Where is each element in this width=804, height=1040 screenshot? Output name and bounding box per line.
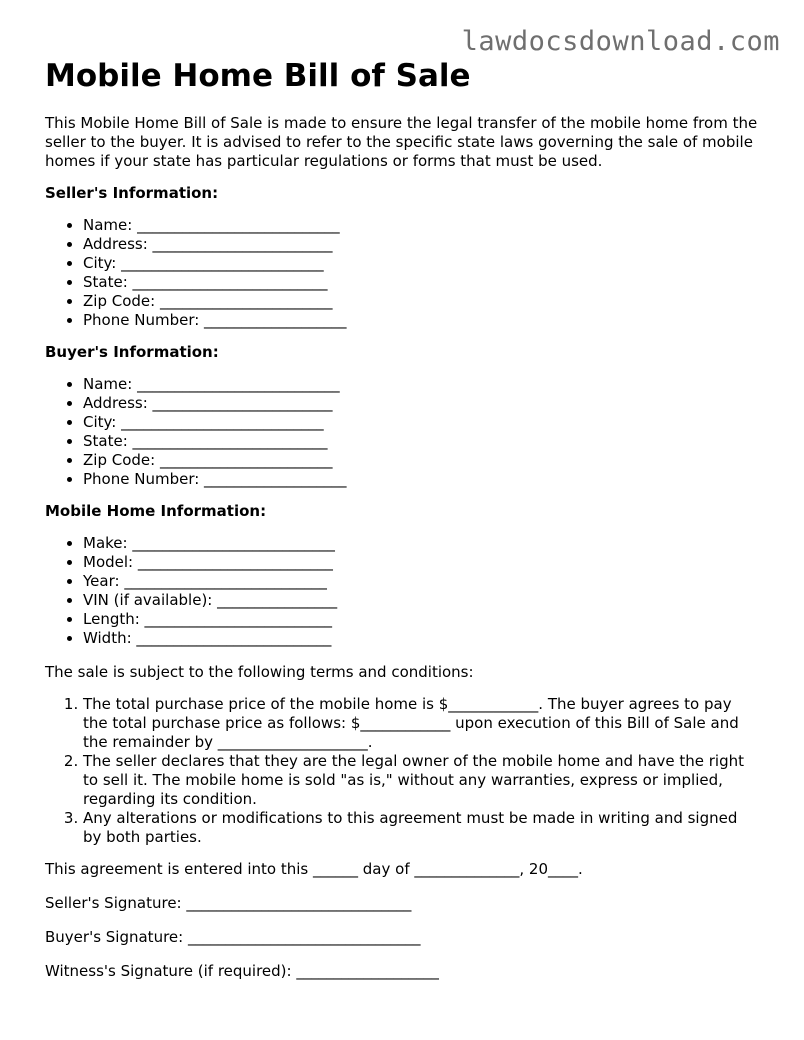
home-model-field: • Model: __________________________ — [83, 553, 760, 572]
buyer-city-field: • City: ___________________________ — [83, 413, 760, 432]
buyer-name-field: • Name: ___________________________ — [83, 375, 760, 394]
seller-info-list — [45, 216, 760, 330]
intro-paragraph: This Mobile Home Bill of Sale is made to ensure the legal transfer of the mobile home from the seller to the buyer. It is advised to refer to the specific state laws governing the sale of mobile homes if your state has particular regulations or forms that must be used. — [45, 114, 758, 170]
term-ownership: 2. The seller declares that they are the legal owner of the mobile home and have the right to sell it. The mobile home is sold "as is," without any warranties, express or implied, regarding its condition. — [83, 752, 760, 809]
home-year-field: • Year: ___________________________ — [83, 572, 760, 591]
home-info-list — [45, 534, 760, 648]
term-modifications: 3. Any alterations or modifications to this agreement must be made in writing and signed by both parties. — [83, 809, 760, 847]
seller-address-field: • Address: ________________________ — [83, 235, 760, 254]
home-make-field: • Make: ___________________________ — [83, 534, 760, 553]
home-width-field: • Width: __________________________ — [83, 629, 760, 648]
seller-state-field: • State: __________________________ — [83, 273, 760, 292]
document-title: Mobile Home Bill of Sale — [45, 58, 471, 94]
seller-city-field: • City: ___________________________ — [83, 254, 760, 273]
buyer-address-field: • Address: ________________________ — [83, 394, 760, 413]
seller-name-field: • Name: ___________________________ — [83, 216, 760, 235]
home-heading: Mobile Home Information: — [45, 502, 267, 520]
buyer-state-field: • State: __________________________ — [83, 432, 760, 451]
agreement-date-line: This agreement is entered into this ______ day of ______________, 20____. — [45, 860, 583, 878]
home-vin-field: • VIN (if available): ________________ — [83, 591, 760, 610]
buyer-zip-field: • Zip Code: _______________________ — [83, 451, 760, 470]
terms-intro: The sale is subject to the following terms and conditions: — [45, 663, 474, 681]
buyer-heading: Buyer's Information: — [45, 343, 219, 361]
watermark: lawdocsdownload.com — [461, 26, 780, 57]
witness-signature-line: Witness's Signature (if required): ___________________ — [45, 962, 439, 980]
home-length-field: • Length: _________________________ — [83, 610, 760, 629]
seller-heading: Seller's Information: — [45, 184, 219, 202]
buyer-info-list — [45, 375, 760, 489]
terms-list — [45, 695, 760, 847]
seller-phone-field: • Phone Number: ___________________ — [83, 311, 760, 330]
seller-signature-line: Seller's Signature: ______________________________ — [45, 894, 412, 912]
seller-zip-field: • Zip Code: _______________________ — [83, 292, 760, 311]
buyer-phone-field: • Phone Number: ___________________ — [83, 470, 760, 489]
buyer-signature-line: Buyer's Signature: _______________________________ — [45, 928, 421, 946]
document-page — [45, 56, 760, 981]
term-purchase-price: 1. The total purchase price of the mobile home is $____________. The buyer agrees to pay the total purchase price as follows: $____________ upon execution of this Bill of Sale and the remainder by ____________________. — [83, 695, 760, 752]
